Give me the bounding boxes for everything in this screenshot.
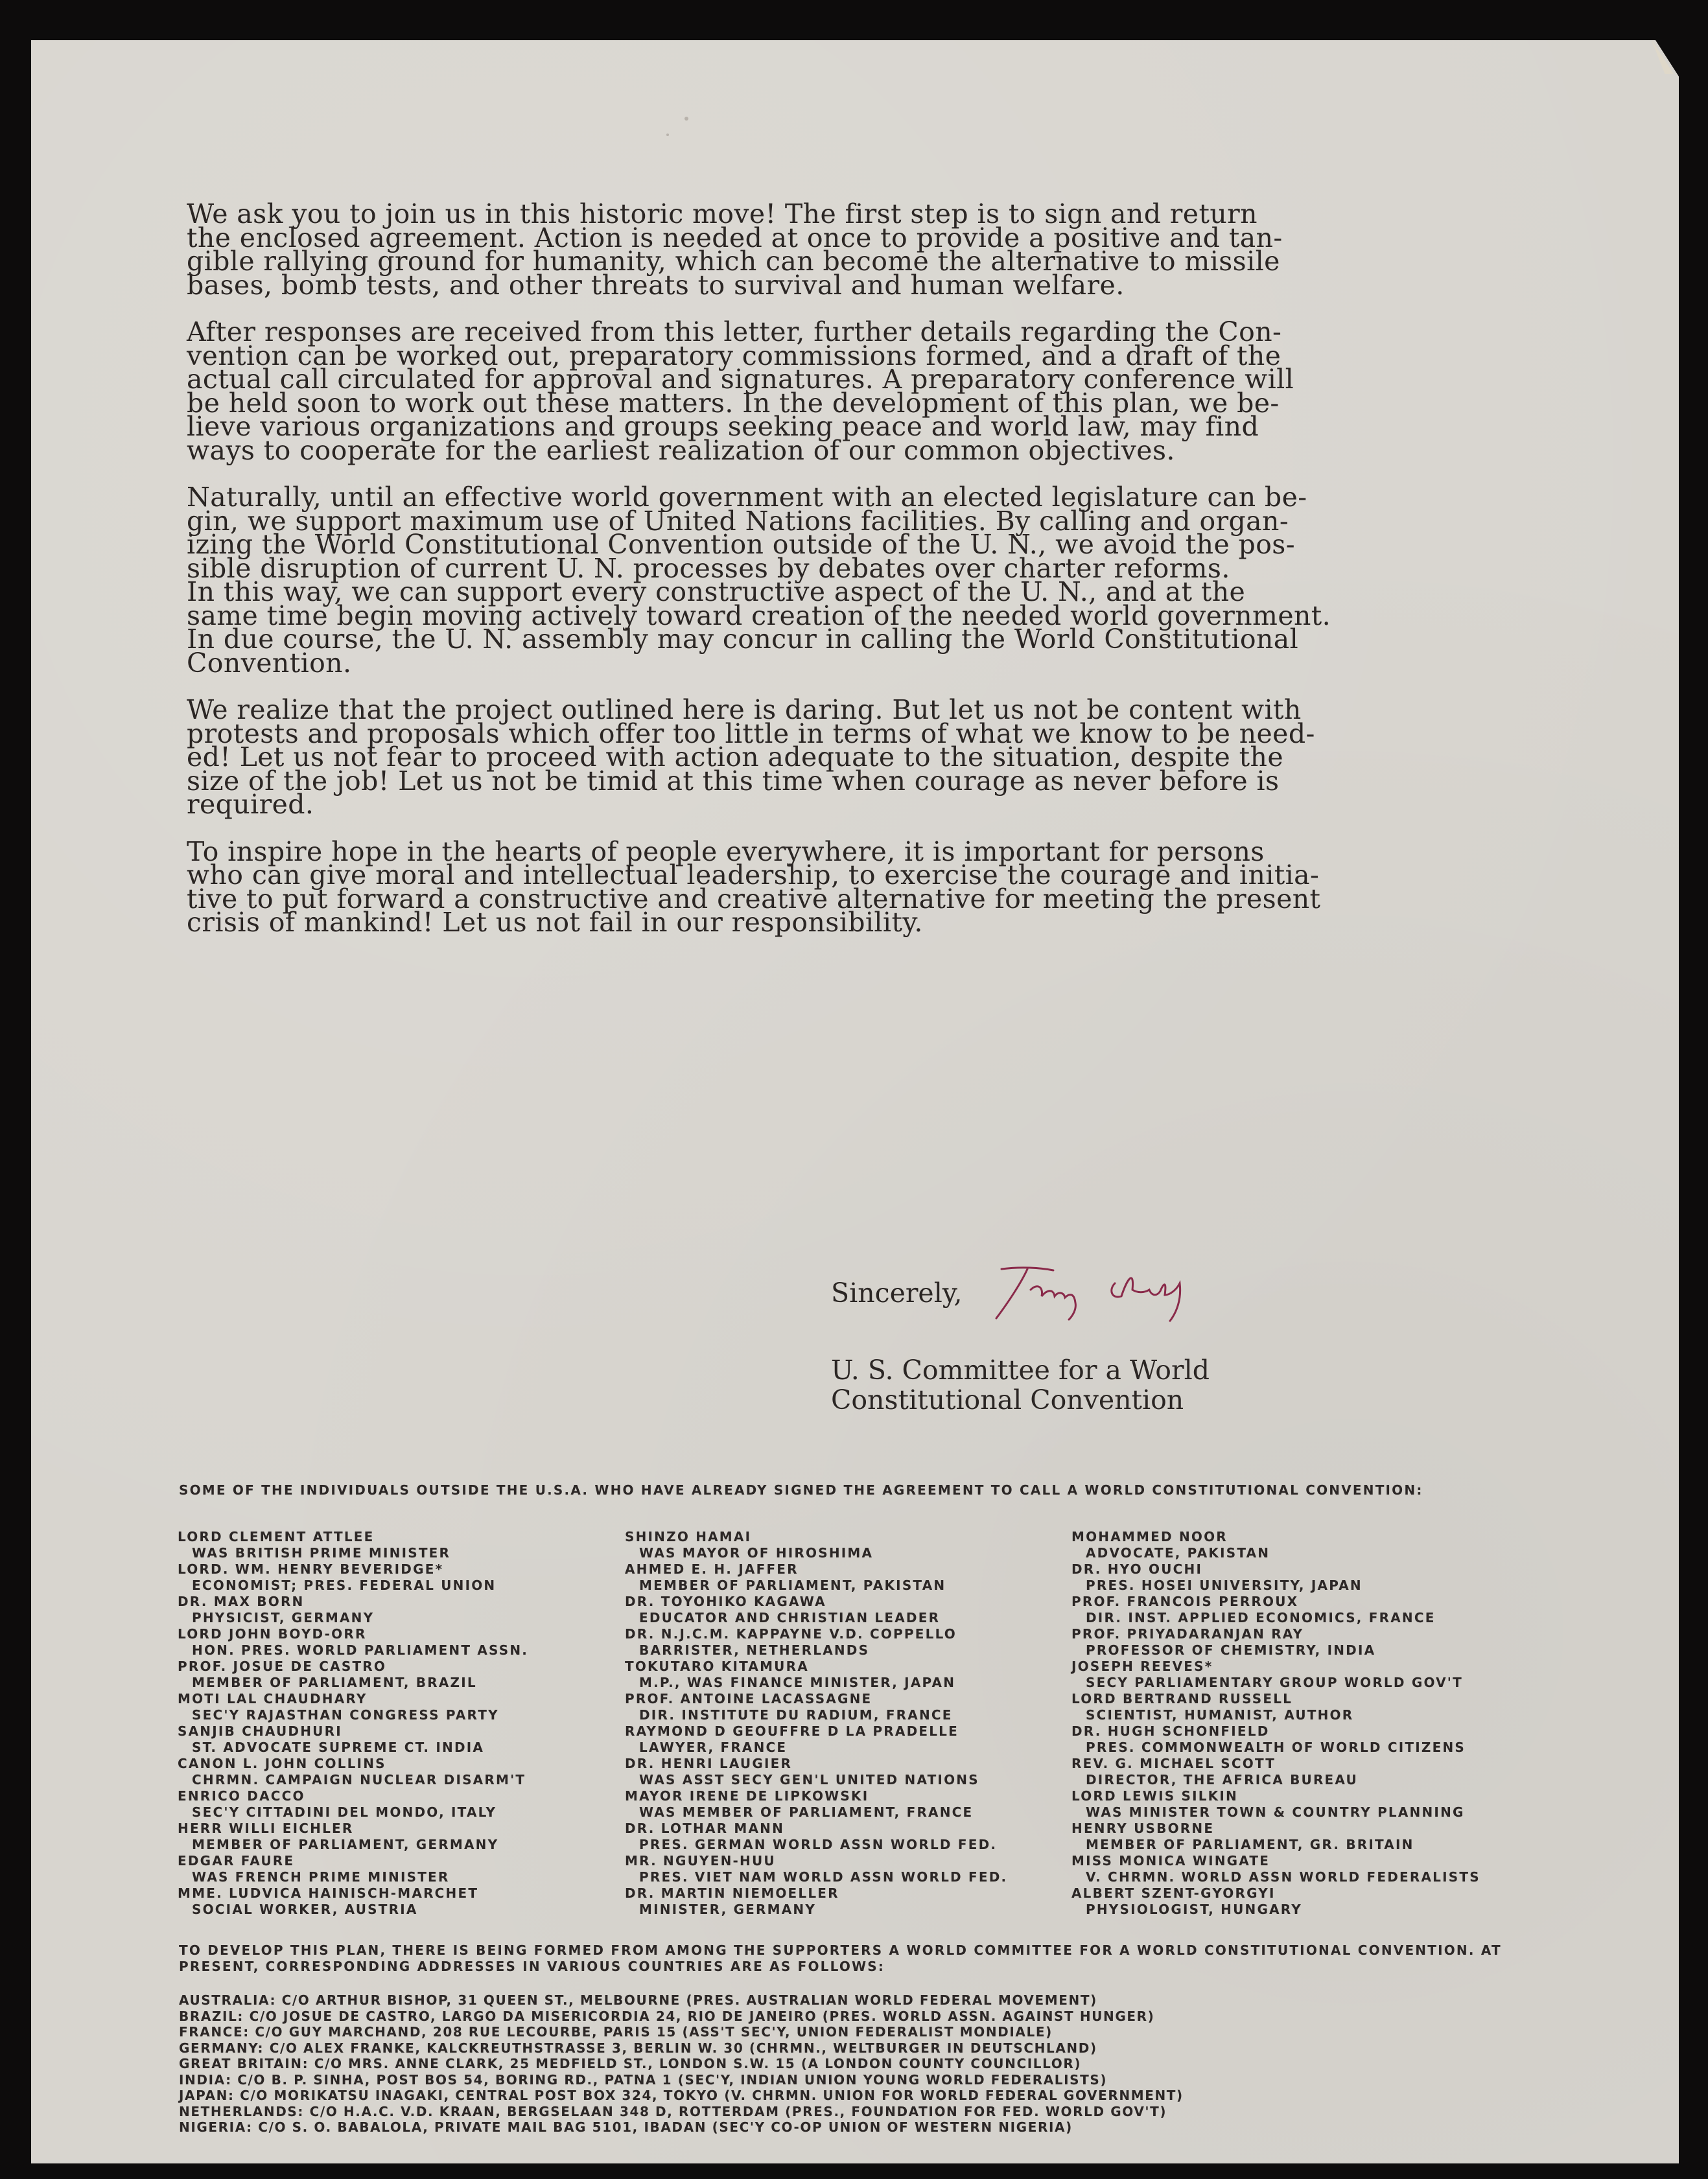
paragraph-after-responses: After responses are received from this letter, further details regarding the Con- vention can be worked out, preparatory commissions formed, and a draft of the actual call circulated for approval and signatures. A preparatory conference will be held soon to work out these matters. In the development of this plan, we be- lieve various organizations and groups seeking peace and world law, may find ways to cooperate for the earliest realization of our common objectives. (187, 316, 1294, 466)
signatory-entry (625, 1594, 1079, 1626)
letter-page (31, 40, 1679, 2163)
address-germany: GERMANY: C/O ALEX FRANKE, KALCKREUTHSTRASSE 3, BERLIN W. 30 (CHRMN., WELTBURGER IN DEUTSCHLAND) (179, 2040, 1097, 2056)
signatory-entry (1071, 1561, 1564, 1594)
signatory-description: DIR. INST. APPLIED ECONOMICS, FRANCE (1086, 1610, 1436, 1626)
signatory-description: ECONOMIST; PRES. FEDERAL UNION (192, 1578, 497, 1593)
committee-name-line-1: U. S. Committee for a World (831, 1355, 1210, 1386)
paragraph-inspire-hope: To inspire hope in the hearts of people everywhere, it is important for persons who can give moral and intellectual leadership, to exercise the courage and initia- tive to put forward a constructive and creative alternative for meeting the present crisis of mankind! Let us not fail in our responsibility. (187, 835, 1321, 938)
signatory-description: SOCIAL WORKER, AUSTRIA (192, 1902, 418, 1917)
signatory-description: PRES. COMMONWEALTH OF WORLD CITIZENS (1086, 1740, 1466, 1755)
signatory-description: MINISTER, GERMANY (639, 1902, 817, 1917)
signatory-name: PROF. ANTOINE LACASSAGNE (625, 1691, 872, 1707)
address-nigeria: NIGERIA: C/O S. O. BABALOLA, PRIVATE MAIL BAG 5101, IBADAN (SEC'Y CO-OP UNION OF WESTERN NIGERIA) (179, 2119, 1073, 2135)
signatory-name: LORD LEWIS SILKIN (1071, 1788, 1238, 1804)
signatory-entry (178, 1885, 618, 1918)
signatory-description: DIRECTOR, THE AFRICA BUREAU (1086, 1772, 1358, 1788)
signatory-entry (1071, 1659, 1564, 1691)
signatory-entry (1071, 1594, 1564, 1626)
signatory-entry (625, 1659, 1079, 1691)
signatory-entry (1071, 1529, 1564, 1561)
signatory-entry (625, 1723, 1079, 1756)
signatory-entry (625, 1561, 1079, 1594)
paper-speck (684, 117, 688, 121)
signatory-entry (1071, 1756, 1564, 1788)
signatory-description: WAS MINISTER TOWN & COUNTRY PLANNING (1086, 1804, 1465, 1820)
signatory-entry (178, 1788, 618, 1821)
signatory-name: SHINZO HAMAI (625, 1529, 752, 1544)
signatory-entry (625, 1691, 1079, 1723)
signatory-name: MISS MONICA WINGATE (1071, 1853, 1270, 1869)
signatory-entry (625, 1529, 1079, 1561)
signatory-name: MOHAMMED NOOR (1071, 1529, 1228, 1544)
signatory-entry (1071, 1853, 1564, 1885)
signatory-description: EDUCATOR AND CHRISTIAN LEADER (639, 1610, 941, 1626)
address-japan: JAPAN: C/O MORIKATSU INAGAKI, CENTRAL POST BOX 324, TOKYO (V. CHRMN. UNION FOR WORLD FEDERAL GOVERNMENT) (179, 2088, 1184, 2103)
signatory-entry (1071, 1723, 1564, 1756)
signatory-description: LAWYER, FRANCE (639, 1740, 788, 1755)
salutation: Sincerely, (831, 1277, 963, 1309)
signatories-column-2 (625, 1529, 1079, 1918)
signatory-description: SEC'Y CITTADINI DEL MONDO, ITALY (192, 1804, 497, 1820)
signatory-description: SEC'Y RAJASTHAN CONGRESS PARTY (192, 1707, 499, 1723)
letter-body (187, 198, 1561, 958)
committee-name-line-2: Constitutional Convention (831, 1384, 1184, 1416)
signatory-description: WAS FRENCH PRIME MINISTER (192, 1869, 450, 1885)
signatory-name: ENRICO DACCO (178, 1788, 305, 1804)
signatory-description: V. CHRMN. WORLD ASSN WORLD FEDERALISTS (1086, 1869, 1480, 1885)
signatory-entry (625, 1756, 1079, 1788)
paper-speck (666, 134, 669, 136)
signatory-name: PROF. JOSUE DE CASTRO (178, 1659, 387, 1674)
signatory-entry (625, 1885, 1079, 1918)
signatory-description: PHYSIOLOGIST, HUNGARY (1086, 1902, 1302, 1917)
signatory-entry (178, 1529, 618, 1561)
signatory-description: DIR. INSTITUTE DU RADIUM, FRANCE (639, 1707, 953, 1723)
signatory-entry (625, 1626, 1079, 1659)
signatory-entry (178, 1756, 618, 1788)
signatory-description: PRES. VIET NAM WORLD ASSN WORLD FED. (639, 1869, 1008, 1885)
signatory-description: PHYSICIST, GERMANY (192, 1610, 375, 1626)
signatory-name: AHMED E. H. JAFFER (625, 1561, 799, 1577)
paragraph-united-nations: Naturally, until an effective world government with an elected legislature can be- gin, we support maximum use of United Nations facilities. By calling and organ- izing the World Constitutional Convention outside of the U. N., we avoid the pos- sible disruption of current U. N. processes by debates over charter reforms. In this way, we can support every constructive aspect of the U. N., and at the same time begin moving actively toward creation of the needed world government. In due course, the U. N. assembly may concur in calling the World Constitutional Convention. (187, 482, 1331, 679)
signatory-entry (178, 1853, 618, 1885)
signatory-name: LORD CLEMENT ATTLEE (178, 1529, 375, 1544)
signatory-name: ALBERT SZENT-GYORGYI (1071, 1885, 1276, 1901)
signatory-description: MEMBER OF PARLIAMENT, GR. BRITAIN (1086, 1837, 1414, 1852)
signatory-entry (1071, 1788, 1564, 1821)
handwritten-signature (982, 1264, 1215, 1322)
signatory-description: HON. PRES. WORLD PARLIAMENT ASSN. (192, 1642, 529, 1658)
signatory-entry (178, 1691, 618, 1723)
address-india: INDIA: C/O B. P. SINHA, POST BOS 54, BORING RD., PATNA 1 (SEC'Y, INDIAN UNION YOUNG WORLD FEDERALISTS) (179, 2071, 1108, 2088)
signatory-description: PRES. GERMAN WORLD ASSN WORLD FED. (639, 1837, 998, 1852)
signatory-name: DR. HUGH SCHONFIELD (1071, 1723, 1270, 1739)
signatory-name: MAYOR IRENE DE LIPKOWSKI (625, 1788, 869, 1804)
signatory-description: CHRMN. CAMPAIGN NUCLEAR DISARM'T (192, 1772, 526, 1788)
signatory-entry (178, 1821, 618, 1853)
country-addresses (179, 1992, 1573, 2136)
signatory-description: WAS BRITISH PRIME MINISTER (192, 1545, 451, 1561)
signatory-name: DR. N.J.C.M. KAPPAYNE V.D. COPPELLO (625, 1626, 957, 1642)
signatory-entry (178, 1723, 618, 1756)
signatory-entry (178, 1626, 618, 1659)
signatory-name: HERR WILLI EICHLER (178, 1821, 354, 1836)
signatory-entry (1071, 1626, 1564, 1659)
address-france: FRANCE: C/O GUY MARCHAND, 208 RUE LECOURBE, PARIS 15 (ASS'T SEC'Y, UNION FEDERALIST MONDIALE) (179, 2024, 1053, 2040)
signatory-entry (1071, 1885, 1564, 1918)
signatory-description: ADVOCATE, PAKISTAN (1086, 1545, 1270, 1561)
signatories-column-3 (1071, 1529, 1564, 1918)
signatory-entry (625, 1788, 1079, 1821)
signatory-entry (178, 1594, 618, 1626)
signatories-heading: SOME OF THE INDIVIDUALS OUTSIDE THE U.S.A. WHO HAVE ALREADY SIGNED THE AGREEMENT TO CALL A WORLD CONSTITUTIONAL CONVENTION: (179, 1482, 1423, 1498)
address-great-britain: GREAT BRITAIN: C/O MRS. ANNE CLARK, 25 MEDFIELD ST., LONDON S.W. 15 (A LONDON COUNTY COUNCILLOR) (179, 2056, 1082, 2071)
signatory-description: BARRISTER, NETHERLANDS (639, 1642, 870, 1658)
signatory-name: CANON L. JOHN COLLINS (178, 1756, 386, 1771)
signatory-description: WAS MAYOR OF HIROSHIMA (639, 1545, 874, 1561)
signatory-name: MME. LUDVICA HAINISCH-MARCHET (178, 1885, 479, 1901)
signatory-name: REV. G. MICHAEL SCOTT (1071, 1756, 1276, 1771)
letter-closing (831, 1267, 1215, 1415)
paragraph-project-daring: We realize that the project outlined here is daring. But let us not be content with protests and proposals which offer too little in terms of what we know to be need- ed! Let us not fear to proceed with action adequate to the situation, despite the size of the job! Let us not be timid at this time when courage as never before is required. (187, 694, 1315, 820)
signatory-name: PROF. PRIYADARANJAN RAY (1071, 1626, 1304, 1642)
signatory-name: DR. LOTHAR MANN (625, 1821, 785, 1836)
signatory-name: DR. MAX BORN (178, 1594, 305, 1609)
signatory-name: EDGAR FAURE (178, 1853, 295, 1869)
signatory-entry (1071, 1691, 1564, 1723)
signatory-name: DR. HYO OUCHI (1071, 1561, 1203, 1577)
signatory-name: LORD JOHN BOYD-ORR (178, 1626, 367, 1642)
signatory-name: DR. MARTIN NIEMOELLER (625, 1885, 839, 1901)
signatory-description: M.P., WAS FINANCE MINISTER, JAPAN (639, 1675, 956, 1690)
signatory-description: SECY PARLIAMENTARY GROUP WORLD GOV'T (1086, 1675, 1463, 1690)
address-brazil: BRAZIL: C/O JOSUE DE CASTRO, LARGO DA MISERICORDIA 24, RIO DE JANEIRO (PRES. WORLD ASSN. AGAINST HUNGER) (179, 2008, 1155, 2024)
signatory-name: RAYMOND D GEOUFFRE D LA PRADELLE (625, 1723, 959, 1739)
signatory-entry (625, 1821, 1079, 1853)
signatory-description: PROFESSOR OF CHEMISTRY, INDIA (1086, 1642, 1376, 1658)
signatory-name: TOKUTARO KITAMURA (625, 1659, 809, 1674)
signatory-description: ST. ADVOCATE SUPREME CT. INDIA (192, 1740, 485, 1755)
signatory-entry (625, 1853, 1079, 1885)
signatory-name: JOSEPH REEVES* (1071, 1659, 1213, 1674)
signatory-description: MEMBER OF PARLIAMENT, BRAZIL (192, 1675, 477, 1690)
signatory-entry (178, 1659, 618, 1691)
signatory-description: WAS MEMBER OF PARLIAMENT, FRANCE (639, 1804, 974, 1820)
plan-heading: TO DEVELOP THIS PLAN, THERE IS BEING FORMED FROM AMONG THE SUPPORTERS A WORLD COMMITTEE FOR A WORLD CONSTITUTIONAL CONVENTION. AT PRESENT, CORRESPONDING ADDRESSES IN VARIOUS COUNTRIES ARE AS FOLLOWS: (179, 1942, 1502, 1974)
paragraph-join-us: We ask you to join us in this historic move! The first step is to sign and return the enclosed agreement. Action is needed at once to provide a positive and tan- gible rallying ground for humanity, which can become the alternative to missile bases, bomb tests, and other threats to survival and human welfare. (187, 198, 1283, 301)
signatory-name: HENRY USBORNE (1071, 1821, 1215, 1836)
signatory-name: MOTI LAL CHAUDHARY (178, 1691, 368, 1707)
signatory-description: MEMBER OF PARLIAMENT, PAKISTAN (639, 1578, 946, 1593)
signatory-name: SANJIB CHAUDHURI (178, 1723, 342, 1739)
address-netherlands: NETHERLANDS: C/O H.A.C. V.D. KRAAN, BERGSELAAN 348 D, ROTTERDAM (PRES., FOUNDATION FOR FED. WORLD GOV'T) (179, 2103, 1167, 2119)
signatory-name: MR. NGUYEN-HUU (625, 1853, 776, 1869)
signatory-name: LORD. WM. HENRY BEVERIDGE* (178, 1561, 444, 1577)
address-australia: AUSTRALIA: C/O ARTHUR BISHOP, 31 QUEEN ST., MELBOURNE (PRES. AUSTRALIAN WORLD FEDERAL MOVEMENT) (179, 1992, 1097, 2008)
signatory-name: PROF. FRANCOIS PERROUX (1071, 1594, 1299, 1609)
signatories-column-1 (178, 1529, 618, 1918)
signatory-description: MEMBER OF PARLIAMENT, GERMANY (192, 1837, 499, 1852)
signatory-entry (1071, 1821, 1564, 1853)
signatory-description: SCIENTIST, HUMANIST, AUTHOR (1086, 1707, 1354, 1723)
signatory-description: PRES. HOSEI UNIVERSITY, JAPAN (1086, 1578, 1363, 1593)
signatory-name: LORD BERTRAND RUSSELL (1071, 1691, 1293, 1707)
signatory-description: WAS ASST SECY GEN'L UNITED NATIONS (639, 1772, 979, 1788)
signatory-name: DR. HENRI LAUGIER (625, 1756, 793, 1771)
signatory-entry (178, 1561, 618, 1594)
signatory-name: DR. TOYOHIKO KAGAWA (625, 1594, 826, 1609)
